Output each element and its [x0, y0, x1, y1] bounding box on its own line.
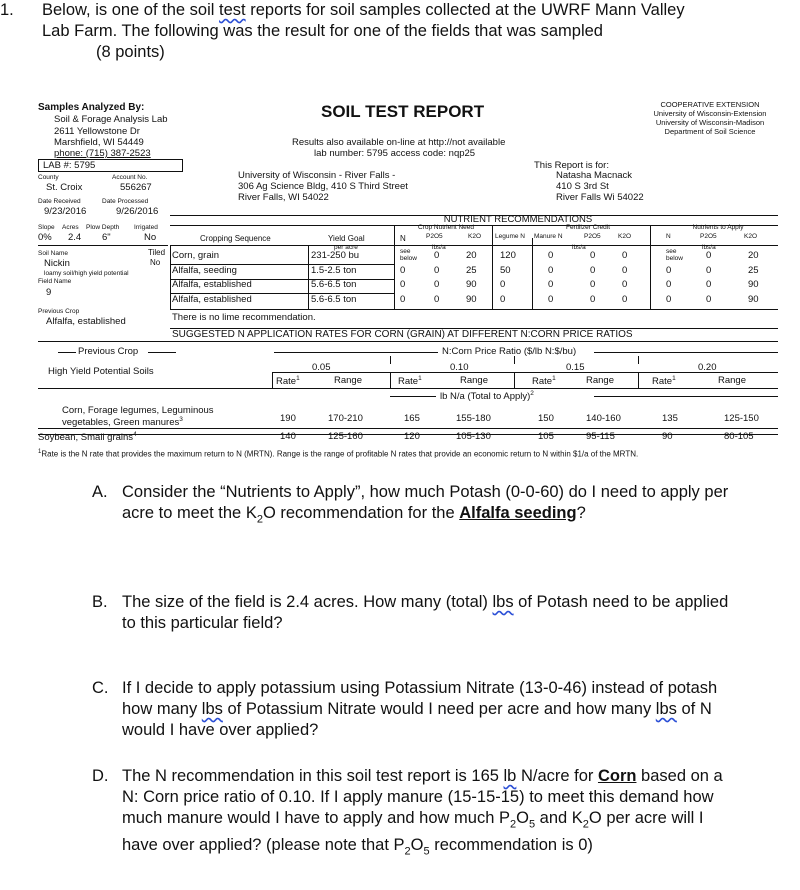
- high-yield-label: High Yield Potential Soils: [48, 366, 154, 377]
- range-label-1: Range: [334, 375, 362, 386]
- irrigated-value: No: [144, 232, 157, 243]
- crop-cell-ak: 20: [748, 250, 759, 261]
- crop-cell-yield: 5.6-6.5 ton: [311, 293, 357, 305]
- col-manure: Manure N: [534, 233, 563, 240]
- rate-value: 80-105: [724, 431, 754, 442]
- crop-cell-k: 90: [466, 293, 477, 305]
- col-apply-p2o5: P2O5: [700, 233, 717, 240]
- crop-cell-ak: 90: [748, 279, 759, 290]
- report-for-addr1: 410 S 3rd St: [556, 181, 609, 192]
- rate-value: 95-115: [586, 431, 615, 442]
- report-title: SOIL TEST REPORT: [321, 102, 485, 121]
- crop-cell-fp: 0: [590, 293, 596, 305]
- crop-cell-an: 0: [666, 264, 672, 276]
- uw-line-1: University of Wisconsin - River Falls -: [238, 170, 396, 181]
- crop-cell-crop: Alfalfa, established: [172, 279, 252, 290]
- samples-analyzed-label: Samples Analyzed By:: [38, 102, 145, 113]
- crop-cell-an: 0: [666, 293, 672, 305]
- crop-cell-yield: 231-250 bu: [311, 250, 360, 261]
- crop-cell-n: 0: [400, 279, 406, 290]
- rate-value: 125-160: [328, 431, 363, 442]
- crop-cell-man: 0: [548, 293, 554, 305]
- date-received-label: Date Received: [38, 198, 81, 205]
- col-cropping: Cropping Sequence: [200, 234, 271, 243]
- prev-crop-col: Previous Crop: [78, 346, 139, 357]
- report-for-name: Natasha Macnack: [556, 170, 633, 181]
- rate-value: 105: [538, 431, 554, 442]
- rate-value: 105-130: [456, 431, 491, 442]
- crop-cell-p: 0: [434, 279, 440, 290]
- col-irrigated: Irrigated: [134, 224, 158, 231]
- crop-cell-k: 90: [466, 279, 477, 290]
- lab-address-1: 2611 Yellowstone Dr: [54, 126, 140, 137]
- crop-cell-man: 0: [548, 279, 554, 290]
- rate-row-crop: Corn, Forage legumes, Leguminous vegetables, Green manures$^3$: [62, 405, 214, 429]
- online-line-1: Results also available on-line at http://not available: [292, 137, 506, 148]
- col-yield: Yield Goal: [328, 234, 365, 243]
- coop-extension: COOPERATIVE EXTENSION University of Wisconsin-Extension University of Wisconsin-Madison Department of Soil Science: [653, 100, 767, 136]
- ratio-0-05: 0.05: [312, 362, 331, 373]
- uw-line-2: 306 Ag Science Bldg, 410 S Third Street: [238, 181, 408, 192]
- prev-crop-label: Previous Crop: [38, 308, 80, 315]
- uw-line-3: River Falls, WI 54022: [238, 192, 329, 203]
- ratio-0-10: 0.10: [450, 362, 469, 373]
- lab-name: Soil & Forage Analysis Lab: [54, 114, 168, 125]
- rate-label-3: Rate$^1$: [532, 375, 556, 388]
- unit-per-acre: per acre: [334, 244, 358, 251]
- fert-credit-header: Fertilizer Credit: [565, 224, 611, 231]
- crop-cell-fp: 0: [590, 250, 596, 261]
- crop-cell-leg: 50: [500, 264, 511, 276]
- soil-description: loamy soil/high yield potential: [44, 270, 129, 277]
- rate-value: 90: [662, 431, 673, 442]
- rate-label-2: Rate$^1$: [398, 375, 422, 388]
- crop-cell-p: 0: [434, 264, 440, 276]
- col-p2o5: P2O5: [426, 233, 443, 240]
- field-name-label: Field Name: [38, 278, 72, 285]
- tiled-value: No: [150, 258, 161, 267]
- range-label-3: Range: [586, 375, 614, 386]
- crop-cell-leg: 0: [500, 279, 506, 290]
- crop-cell-crop: Alfalfa, seeding: [172, 264, 237, 276]
- rate-value: 135: [662, 413, 678, 424]
- date-received: 9/23/2016: [44, 206, 87, 217]
- tiled-label: Tiled: [148, 248, 166, 257]
- crop-cell-leg: 0: [500, 293, 506, 305]
- crop-cell-fp: 0: [590, 264, 596, 276]
- unit-lbsa-1: lbs/a: [432, 244, 446, 251]
- rate-value: 120: [404, 431, 420, 442]
- crop-cell-ak: 25: [748, 264, 759, 276]
- nutrient-header: NUTRIENT RECOMMENDATIONS: [443, 214, 593, 225]
- ratio-0-20: 0.20: [698, 362, 717, 373]
- slope-value: 0%: [38, 232, 52, 243]
- rate-row-crop: Soybean, Small grains$^4$: [38, 431, 137, 444]
- county-value: St. Croix: [46, 182, 83, 193]
- crop-cell-an: 0: [666, 279, 672, 290]
- question-number: 1.: [0, 1, 14, 19]
- crop-cell-ak: 90: [748, 293, 759, 305]
- crop-cell-fk: 0: [622, 264, 628, 276]
- col-acres: Acres: [62, 224, 79, 231]
- crop-cell-fk: 0: [622, 293, 628, 305]
- soil-test-report: [38, 100, 778, 465]
- col-legume: Legume N: [495, 233, 525, 240]
- crop-cell-ap: 0: [706, 279, 712, 290]
- rate-value: 170-210: [328, 413, 363, 424]
- rate-value: 150: [538, 413, 554, 424]
- unit-lbsa-2: lbs/a: [572, 244, 586, 251]
- report-for-addr2: River Falls Wi 54022: [556, 192, 644, 203]
- report-for-label: This Report is for:: [534, 160, 609, 171]
- crop-cell-yield: 5.6-6.5 ton: [311, 279, 357, 290]
- field-name: 9: [46, 287, 52, 298]
- crop-cell-n: 0: [400, 264, 406, 276]
- crop-cell-p: 0: [434, 250, 440, 261]
- crop-cell-fk: 0: [622, 250, 628, 261]
- apply-header: Nutrients to Apply: [692, 224, 744, 231]
- range-label-2: Range: [460, 375, 488, 386]
- crop-cell-man: 0: [548, 264, 554, 276]
- plow-value: 6": [102, 232, 111, 243]
- lab-address-2: Marshfield, WI 54449: [54, 137, 144, 148]
- crop-cell-ap: 0: [706, 264, 712, 276]
- col-plow: Plow Depth: [86, 224, 120, 231]
- lime-note: There is no lime recommendation.: [172, 312, 316, 323]
- county-label: County: [38, 174, 59, 181]
- lab-number: LAB #: 5795: [38, 159, 183, 172]
- rate-value: 165: [404, 413, 420, 424]
- soil-name: Nickin: [44, 258, 70, 269]
- crop-cell-n: 0: [400, 293, 406, 305]
- crop-cell-yield: 1.5-2.5 ton: [311, 264, 357, 276]
- ratio-label: N:Corn Price Ratio ($/lb N:$/bu): [442, 346, 577, 357]
- points-label: (8 points): [96, 43, 165, 61]
- rate-label-4: Rate$^1$: [652, 375, 676, 388]
- range-label-4: Range: [718, 375, 746, 386]
- crop-cell-ap: 0: [706, 293, 712, 305]
- see-below-note: see below: [400, 248, 417, 262]
- account-label: Account No.: [112, 174, 148, 181]
- crop-cell-k: 20: [466, 250, 477, 261]
- rate-label-1: Rate$^1$: [276, 375, 300, 388]
- question-text: Below, is one of the soil test reports for soil samples collected at the UWRF Mann Valley Lab Farm. The following was the result for one of the fields that was sampled: [42, 1, 685, 40]
- col-fert-p2o5: P2O5: [584, 233, 601, 240]
- col-apply-n: N: [666, 233, 671, 240]
- crop-cell-ap: 0: [706, 250, 712, 261]
- col-k2o: K2O: [468, 233, 482, 240]
- col-apply-k2o: K2O: [744, 233, 758, 240]
- account-value: 556267: [120, 182, 152, 193]
- crop-need-header: Crop Nutrient Need: [418, 224, 474, 231]
- crop-cell-fk: 0: [622, 279, 628, 290]
- ratio-0-15: 0.15: [566, 362, 585, 373]
- prev-crop: Alfalfa, established: [46, 316, 126, 327]
- lb-na-label: lb N/a (Total to Apply)$^2$: [440, 390, 534, 403]
- suggested-header: SUGGESTED N APPLICATION RATES FOR CORN (GRAIN) AT DIFFERENT N:CORN PRICE RATIOS: [172, 329, 633, 340]
- rate-value: 140-160: [586, 413, 621, 424]
- soil-name-label: Soil Name: [38, 250, 68, 257]
- col-n: N: [400, 234, 406, 243]
- crop-cell-p: 0: [434, 293, 440, 305]
- see-below-note: see below: [666, 248, 683, 262]
- crop-cell-k: 25: [466, 264, 477, 276]
- rate-value: 155-180: [456, 413, 491, 424]
- rate-value: 140: [280, 431, 296, 442]
- rate-value: 125-150: [724, 413, 759, 424]
- crop-cell-fp: 0: [590, 279, 596, 290]
- footnote: $^1$Rate is the N rate that provides the maximum return to N (MRTN). Range is the range of profitable N rates that provide an economic return to N within $1/a of the MRTN.: [38, 449, 639, 459]
- online-line-2: lab number: 5795 access code: nqp25: [314, 148, 476, 159]
- lab-phone: phone: (715) 387-2523: [54, 148, 151, 159]
- col-slope: Slope: [38, 224, 55, 231]
- date-processed: 9/26/2016: [116, 206, 159, 217]
- crop-cell-crop: Alfalfa, established: [172, 293, 252, 305]
- crop-cell-man: 0: [548, 250, 554, 261]
- rate-value: 190: [280, 413, 296, 424]
- acres-value: 2.4: [68, 232, 82, 243]
- crop-cell-leg: 120: [500, 250, 516, 261]
- col-fert-k2o: K2O: [618, 233, 632, 240]
- date-processed-label: Date Processed: [102, 198, 149, 205]
- unit-lbsa-3: lbs/a: [702, 244, 716, 251]
- crop-cell-crop: Corn, grain: [172, 250, 219, 261]
